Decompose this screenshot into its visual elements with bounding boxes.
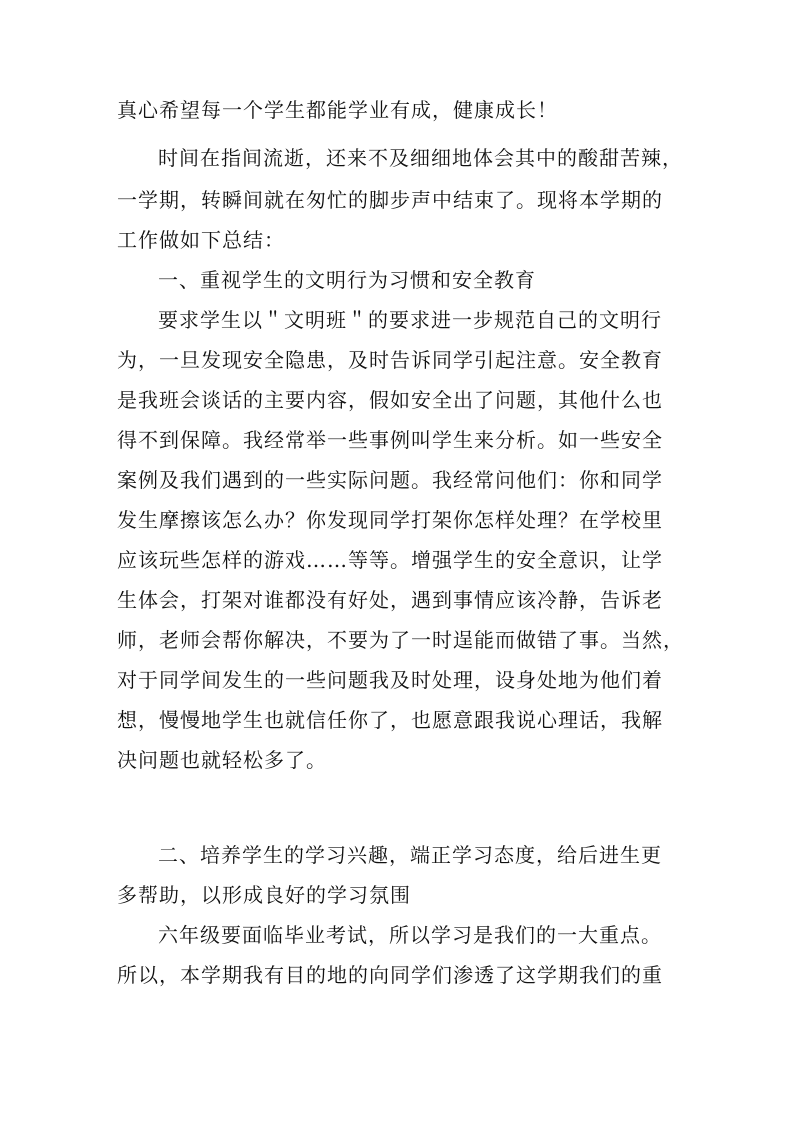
text-line-2: 时间在指间流逝，还来不及细细地体会其中的酸甜苦辣， bbox=[158, 146, 683, 170]
text-line-10: 案例及我们遇到的一些实际问题。我经常问他们：你和同学 bbox=[117, 468, 663, 492]
text-line-17: 决问题也就轻松多了。 bbox=[117, 748, 327, 772]
text-line-15: 对于同学间发生的一些问题我及时处理，设身处地为他们着 bbox=[117, 668, 663, 692]
section-heading-1: 一、重视学生的文明行为习惯和安全教育 bbox=[158, 268, 536, 292]
text-line-12: 应该玩些怎样的游戏……等等。增强学生的安全意识，让学 bbox=[117, 548, 663, 572]
text-line-4: 工作做如下总结： bbox=[117, 228, 285, 252]
text-line-16: 想，慢慢地学生也就信任你了，也愿意跟我说心理话，我解 bbox=[117, 708, 663, 732]
text-line-20: 六年级要面临毕业考试，所以学习是我们的一大重点。 bbox=[158, 923, 662, 947]
text-line-7: 为，一旦发现安全隐患，及时告诉同学引起注意。安全教育 bbox=[117, 348, 663, 372]
text-line-1: 真心希望每一个学生都能学业有成，健康成长！ bbox=[117, 98, 558, 122]
text-line-19: 多帮助，以形成良好的学习氛围 bbox=[117, 883, 411, 907]
section-heading-2: 二、培养学生的学习兴趣，端正学习态度，给后进生更 bbox=[158, 843, 662, 867]
text-line-14: 师，老师会帮你解决，不要为了一时逞能而做错了事。当然， bbox=[117, 628, 684, 652]
text-line-8: 是我班会谈话的主要内容，假如安全出了问题，其他什么也 bbox=[117, 388, 663, 412]
text-line-6: 要求学生以＂文明班＂的要求进一步规范自己的文明行 bbox=[158, 308, 662, 332]
text-line-11: 发生摩擦该怎么办？你发现同学打架你怎样处理？在学校里 bbox=[117, 508, 663, 532]
text-line-13: 生体会，打架对谁都没有好处，遇到事情应该冷静，告诉老 bbox=[117, 588, 663, 612]
text-line-9: 得不到保障。我经常举一些事例叫学生来分析。如一些安全 bbox=[117, 428, 663, 452]
text-line-3: 一学期，转瞬间就在匆忙的脚步声中结束了。现将本学期的 bbox=[117, 188, 663, 212]
text-line-21: 所以，本学期我有目的地的向同学们渗透了这学期我们的重 bbox=[117, 963, 663, 987]
